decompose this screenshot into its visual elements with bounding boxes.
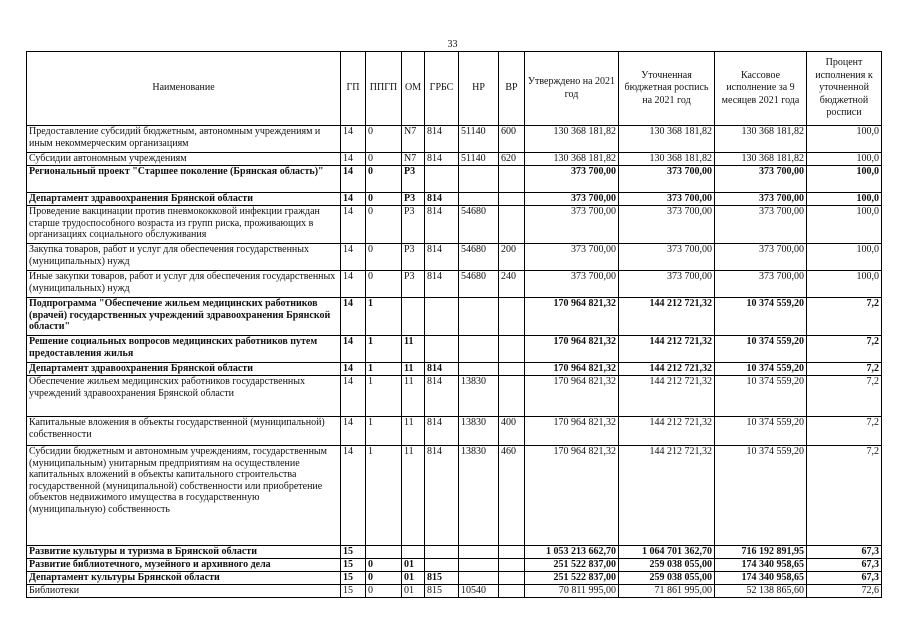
cell-refined: 373 700,00 [619, 206, 715, 244]
table-row [27, 126, 882, 153]
table-row [27, 546, 882, 559]
cell-vr [499, 193, 525, 206]
cell-grbs [425, 166, 459, 193]
cell-vr: 200 [499, 244, 525, 271]
cell-cash: 373 700,00 [715, 193, 807, 206]
table-body [27, 126, 882, 598]
cell-vr [499, 546, 525, 559]
header-percent: Процент исполнения к уточненной бюджетной росписи [807, 52, 882, 126]
cell-grbs [425, 546, 459, 559]
cell-refined: 373 700,00 [619, 271, 715, 298]
table-row [27, 559, 882, 572]
cell-vr [499, 363, 525, 376]
header-om: ОМ [402, 52, 425, 126]
cell-ppgp: 0 [366, 193, 402, 206]
cell-grbs: 815 [425, 572, 459, 585]
cell-grbs: 814 [425, 376, 459, 417]
cell-vr [499, 206, 525, 244]
cell-gp: 14 [341, 446, 366, 546]
cell-om [402, 546, 425, 559]
table-row [27, 271, 882, 298]
cell-vr [499, 336, 525, 363]
cell-om [402, 298, 425, 336]
cell-cash: 10 374 559,20 [715, 376, 807, 417]
cell-percent: 72,6 [807, 585, 882, 598]
cell-refined: 373 700,00 [619, 166, 715, 193]
cell-name: Департамент здравоохранения Брянской области [27, 363, 341, 376]
cell-name: Проведение вакцинации против пневмококковой инфекции граждан старше трудоспособного возраста из групп риска, проживающих в организациях социального обслуживания [27, 206, 341, 244]
cell-np [459, 166, 499, 193]
table-row [27, 446, 882, 546]
cell-approved: 1 053 213 662,70 [525, 546, 619, 559]
cell-ppgp: 0 [366, 585, 402, 598]
cell-grbs: 814 [425, 244, 459, 271]
cell-ppgp: 1 [366, 446, 402, 546]
cell-gp: 15 [341, 572, 366, 585]
cell-percent: 7,2 [807, 417, 882, 446]
cell-percent: 67,3 [807, 559, 882, 572]
cell-om: 01 [402, 559, 425, 572]
cell-grbs: 814 [425, 153, 459, 166]
cell-refined: 144 212 721,32 [619, 363, 715, 376]
cell-ppgp: 1 [366, 336, 402, 363]
cell-grbs: 814 [425, 206, 459, 244]
cell-gp: 15 [341, 585, 366, 598]
cell-percent: 7,2 [807, 336, 882, 363]
cell-refined: 259 038 055,00 [619, 572, 715, 585]
cell-percent: 7,2 [807, 446, 882, 546]
cell-cash: 10 374 559,20 [715, 298, 807, 336]
cell-approved: 170 964 821,32 [525, 446, 619, 546]
cell-name: Решение социальных вопросов медицинских работников путем предоставления жилья [27, 336, 341, 363]
cell-cash: 373 700,00 [715, 166, 807, 193]
cell-refined: 144 212 721,32 [619, 376, 715, 417]
cell-gp: 14 [341, 271, 366, 298]
cell-percent: 100,0 [807, 193, 882, 206]
cell-percent: 100,0 [807, 153, 882, 166]
cell-name: Закупка товаров, работ и услуг для обеспечения государственных (муниципальных) нужд [27, 244, 341, 271]
cell-percent: 7,2 [807, 363, 882, 376]
cell-grbs: 814 [425, 193, 459, 206]
cell-gp: 14 [341, 166, 366, 193]
cell-vr: 240 [499, 271, 525, 298]
cell-name: Обеспечение жильем медицинских работников государственных учреждений здравоохранения Брянской области [27, 376, 341, 417]
header-cash: Кассовое исполнение за 9 месяцев 2021 года [715, 52, 807, 126]
cell-approved: 170 964 821,32 [525, 298, 619, 336]
cell-ppgp: 0 [366, 559, 402, 572]
cell-refined: 144 212 721,32 [619, 298, 715, 336]
cell-name: Субсидии автономным учреждениям [27, 153, 341, 166]
cell-approved: 130 368 181,82 [525, 153, 619, 166]
cell-gp: 14 [341, 244, 366, 271]
cell-grbs: 814 [425, 446, 459, 546]
cell-percent: 100,0 [807, 206, 882, 244]
table-row [27, 585, 882, 598]
cell-np: 13830 [459, 446, 499, 546]
cell-refined: 144 212 721,32 [619, 417, 715, 446]
cell-approved: 373 700,00 [525, 271, 619, 298]
cell-approved: 373 700,00 [525, 193, 619, 206]
cell-om: N7 [402, 153, 425, 166]
cell-gp: 14 [341, 417, 366, 446]
cell-np: 13830 [459, 417, 499, 446]
cell-gp: 14 [341, 126, 366, 153]
cell-om: P3 [402, 244, 425, 271]
cell-approved: 373 700,00 [525, 244, 619, 271]
table-row [27, 336, 882, 363]
cell-gp: 14 [341, 363, 366, 376]
table-row [27, 166, 882, 193]
header-np: НР [459, 52, 499, 126]
cell-ppgp: 0 [366, 166, 402, 193]
table-header-row [27, 52, 882, 126]
cell-grbs: 814 [425, 126, 459, 153]
cell-np [459, 559, 499, 572]
cell-grbs [425, 559, 459, 572]
cell-ppgp: 0 [366, 244, 402, 271]
cell-refined: 144 212 721,32 [619, 446, 715, 546]
cell-vr: 600 [499, 126, 525, 153]
cell-cash: 130 368 181,82 [715, 126, 807, 153]
cell-gp: 14 [341, 336, 366, 363]
cell-approved: 251 522 837,00 [525, 559, 619, 572]
cell-name: Иные закупки товаров, работ и услуг для обеспечения государственных (муниципальных) нужд [27, 271, 341, 298]
cell-om: 11 [402, 363, 425, 376]
cell-name: Предоставление субсидий бюджетным, автономным учреждениям и иным некоммерческим организациям [27, 126, 341, 153]
cell-om: 11 [402, 376, 425, 417]
cell-np [459, 363, 499, 376]
cell-vr: 460 [499, 446, 525, 546]
cell-percent: 100,0 [807, 166, 882, 193]
cell-ppgp: 1 [366, 363, 402, 376]
cell-om: 01 [402, 572, 425, 585]
cell-approved: 373 700,00 [525, 166, 619, 193]
cell-np: 13830 [459, 376, 499, 417]
cell-percent: 100,0 [807, 244, 882, 271]
cell-np [459, 546, 499, 559]
table-row [27, 417, 882, 446]
cell-vr [499, 166, 525, 193]
cell-name: Библиотеки [27, 585, 341, 598]
cell-name: Департамент здравоохранения Брянской области [27, 193, 341, 206]
budget-table [26, 51, 882, 598]
cell-percent: 100,0 [807, 271, 882, 298]
cell-cash: 373 700,00 [715, 244, 807, 271]
cell-approved: 130 368 181,82 [525, 126, 619, 153]
cell-gp: 14 [341, 298, 366, 336]
cell-vr [499, 298, 525, 336]
cell-percent: 7,2 [807, 298, 882, 336]
cell-grbs [425, 298, 459, 336]
cell-percent: 7,2 [807, 376, 882, 417]
cell-ppgp [366, 546, 402, 559]
cell-cash: 373 700,00 [715, 271, 807, 298]
cell-om: P3 [402, 271, 425, 298]
cell-gp: 14 [341, 153, 366, 166]
header-grbs: ГРБС [425, 52, 459, 126]
cell-gp: 15 [341, 559, 366, 572]
cell-approved: 170 964 821,32 [525, 417, 619, 446]
cell-vr [499, 572, 525, 585]
table-row [27, 376, 882, 417]
header-vr: ВР [499, 52, 525, 126]
cell-refined: 130 368 181,82 [619, 153, 715, 166]
header-ppgp: ППГП [366, 52, 402, 126]
cell-ppgp: 0 [366, 572, 402, 585]
cell-ppgp: 0 [366, 271, 402, 298]
cell-om: P3 [402, 166, 425, 193]
cell-vr [499, 376, 525, 417]
cell-cash: 52 138 865,60 [715, 585, 807, 598]
cell-vr [499, 585, 525, 598]
cell-approved: 70 811 995,00 [525, 585, 619, 598]
cell-np [459, 572, 499, 585]
cell-vr [499, 559, 525, 572]
cell-om: 11 [402, 417, 425, 446]
table-row [27, 244, 882, 271]
cell-np [459, 193, 499, 206]
cell-gp: 15 [341, 546, 366, 559]
cell-grbs: 814 [425, 363, 459, 376]
cell-cash: 716 192 891,95 [715, 546, 807, 559]
page-number: 33 [447, 39, 458, 50]
cell-om: 11 [402, 336, 425, 363]
cell-name: Департамент культуры Брянской области [27, 572, 341, 585]
cell-cash: 373 700,00 [715, 206, 807, 244]
header-approved: Утверждено на 2021 год [525, 52, 619, 126]
cell-cash: 10 374 559,20 [715, 363, 807, 376]
cell-vr: 620 [499, 153, 525, 166]
table-row [27, 206, 882, 244]
cell-np: 54680 [459, 206, 499, 244]
cell-ppgp: 1 [366, 417, 402, 446]
header-refined: Уточненная бюджетная роспись на 2021 год [619, 52, 715, 126]
header-gp: ГП [341, 52, 366, 126]
cell-om: P3 [402, 206, 425, 244]
cell-approved: 170 964 821,32 [525, 376, 619, 417]
cell-approved: 251 522 837,00 [525, 572, 619, 585]
table-row [27, 153, 882, 166]
cell-percent: 100,0 [807, 126, 882, 153]
cell-approved: 170 964 821,32 [525, 336, 619, 363]
cell-refined: 130 368 181,82 [619, 126, 715, 153]
cell-name: Развитие библиотечного, музейного и архивного дела [27, 559, 341, 572]
cell-ppgp: 0 [366, 126, 402, 153]
cell-np: 10540 [459, 585, 499, 598]
cell-np: 51140 [459, 126, 499, 153]
cell-cash: 10 374 559,20 [715, 446, 807, 546]
cell-np: 51140 [459, 153, 499, 166]
cell-ppgp: 0 [366, 206, 402, 244]
cell-ppgp: 0 [366, 153, 402, 166]
cell-om: N7 [402, 126, 425, 153]
cell-approved: 373 700,00 [525, 206, 619, 244]
cell-gp: 14 [341, 193, 366, 206]
cell-cash: 10 374 559,20 [715, 336, 807, 363]
cell-name: Развитие культуры и туризма в Брянской области [27, 546, 341, 559]
cell-cash: 10 374 559,20 [715, 417, 807, 446]
cell-approved: 170 964 821,32 [525, 363, 619, 376]
cell-grbs: 814 [425, 417, 459, 446]
table-row [27, 193, 882, 206]
cell-cash: 130 368 181,82 [715, 153, 807, 166]
cell-grbs [425, 336, 459, 363]
table-row [27, 363, 882, 376]
cell-name: Капитальные вложения в объекты государственной (муниципальной) собственности [27, 417, 341, 446]
cell-np: 54680 [459, 271, 499, 298]
cell-name: Подпрограмма "Обеспечение жильем медицинских работников (врачей) государственных учреждений здравоохранения Брянской области" [27, 298, 341, 336]
cell-ppgp: 1 [366, 376, 402, 417]
cell-refined: 259 038 055,00 [619, 559, 715, 572]
cell-refined: 1 064 701 362,70 [619, 546, 715, 559]
cell-refined: 373 700,00 [619, 244, 715, 271]
cell-name: Субсидии бюджетным и автономным учреждениям, государственным (муниципальным) унитарным предприятиям на осуществление капитальных вложений в объекты капитального строительства государственной (муниципальной) собственности или приобретение объектов недвижимого имущества в государственную (муниципальную) собственность [27, 446, 341, 546]
cell-cash: 174 340 958,65 [715, 559, 807, 572]
cell-gp: 14 [341, 376, 366, 417]
cell-om: P3 [402, 193, 425, 206]
cell-vr: 400 [499, 417, 525, 446]
table-row [27, 298, 882, 336]
cell-grbs: 815 [425, 585, 459, 598]
header-name: Наименование [27, 52, 341, 126]
cell-np [459, 298, 499, 336]
cell-percent: 67,3 [807, 546, 882, 559]
cell-refined: 144 212 721,32 [619, 336, 715, 363]
cell-refined: 373 700,00 [619, 193, 715, 206]
cell-np: 54680 [459, 244, 499, 271]
cell-om: 11 [402, 446, 425, 546]
cell-cash: 174 340 958,65 [715, 572, 807, 585]
cell-name: Региональный проект "Старшее поколение (Брянская область)" [27, 166, 341, 193]
cell-np [459, 336, 499, 363]
cell-om: 01 [402, 585, 425, 598]
table-row [27, 572, 882, 585]
cell-refined: 71 861 995,00 [619, 585, 715, 598]
cell-ppgp: 1 [366, 298, 402, 336]
cell-gp: 14 [341, 206, 366, 244]
cell-grbs: 814 [425, 271, 459, 298]
cell-percent: 67,3 [807, 572, 882, 585]
